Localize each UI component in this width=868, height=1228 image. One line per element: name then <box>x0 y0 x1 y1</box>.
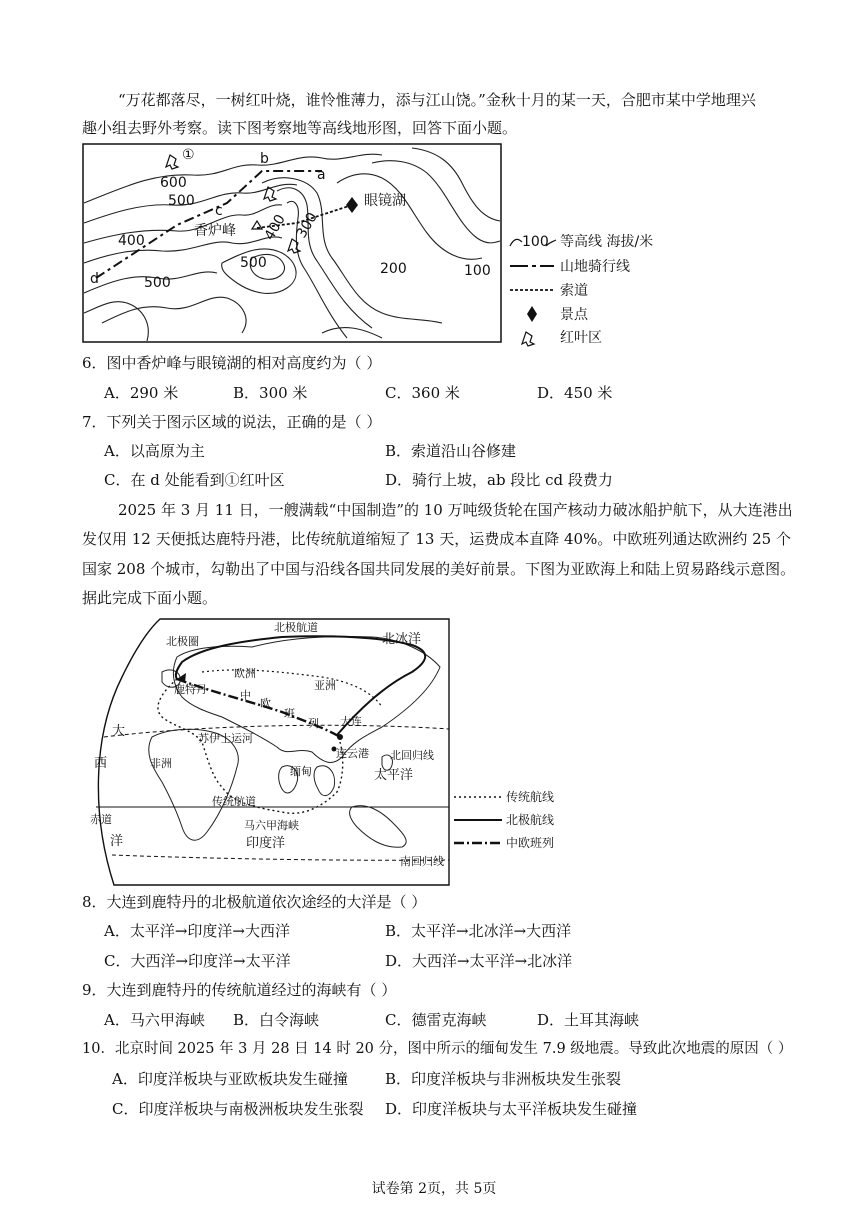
topo-contour-600: 600 <box>160 175 187 191</box>
q6-option-a[interactable]: A．290 米 <box>104 384 179 402</box>
q9-option-a[interactable]: A．马六甲海峡 <box>104 1011 205 1029</box>
trade-route-map <box>82 617 572 891</box>
map-label-ban: 班 <box>284 707 295 720</box>
map-label-north-pole: 北极圈 <box>166 635 199 648</box>
q8-stem: 8．大连到鹿特丹的北极航道依次途经的大洋是（ ） <box>82 893 427 911</box>
topo-contour-100: 100 <box>464 263 491 279</box>
q7-option-a[interactable]: A．以高原为主 <box>104 442 205 460</box>
map-legend-rail: 中欧班列 <box>506 836 555 850</box>
map-label-zhong: 中 <box>240 689 251 702</box>
map-label-myanmar: 缅甸 <box>290 765 312 778</box>
topo-lake-label: 眼镜湖 <box>364 193 406 209</box>
q7-option-c[interactable]: C．在 d 处能看到①红叶区 <box>104 471 285 489</box>
q10-stem: 10．北京时间 2025 年 3 月 28 日 14 时 20 分，图中所示的缅甸发生 7.9 级地震。导致此次地震的原因（ ） <box>82 1041 793 1057</box>
q7-stem: 7．下列关于图示区域的说法，正确的是（ ） <box>82 413 382 431</box>
topo-peak-label: 香炉峰 <box>194 223 236 239</box>
q9-stem: 9．大连到鹿特丹的传统航道经过的海峡有（ ） <box>82 981 397 999</box>
topographic-map <box>82 143 502 347</box>
page-footer: 试卷第 2页，共 5页 <box>371 1181 497 1197</box>
map-label-da: 大 <box>112 724 126 739</box>
q8-option-a[interactable]: A．太平洋→印度洋→大西洋 <box>104 922 290 940</box>
topo-contour-500c: 500 <box>144 275 171 291</box>
map-label-suez: 苏伊士运河 <box>198 732 253 745</box>
q10-option-b[interactable]: B．印度洋板块与非洲板块发生张裂 <box>385 1070 622 1088</box>
q6-option-d[interactable]: D．450 米 <box>537 384 613 402</box>
q10-option-d[interactable]: D．印度洋板块与太平洋板块发生碰撞 <box>385 1100 638 1118</box>
legend-spot-icon <box>527 306 537 322</box>
topo-legend <box>508 228 708 352</box>
topo-contour-500a: 500 <box>168 193 195 209</box>
topo-contour-400b: 400 <box>261 211 289 243</box>
intro1-line2: 趣小组去野外考察。读下图考察地等高线地形图，回答下面小题。 <box>82 119 518 137</box>
topo-label-c: c <box>215 203 223 219</box>
q9-option-d[interactable]: D．土耳其海峡 <box>537 1011 640 1029</box>
q9-option-c[interactable]: C．德雷克海峡 <box>385 1011 487 1029</box>
intro1-line1: “万花都落尽，一树红叶烧，谁怜惟薄力，添与江山饶。”金秋十月的某一天，合肥市某中学地理兴 <box>118 91 756 109</box>
q7-option-d[interactable]: D．骑行上坡，ab 段比 cd 段费力 <box>385 471 613 489</box>
legend-contour-label: 等高线 海拔/米 <box>560 234 654 250</box>
legend-bike-label: 山地骑行线 <box>560 259 630 275</box>
map-label-tropic-n: 北回归线 <box>390 749 434 762</box>
topo-contour-200: 200 <box>380 261 407 277</box>
map-label-lianyungang: 连云港 <box>336 747 369 760</box>
intro2-line3: 国家 208 个城市，勾勒出了中国与沿线各国共同发展的美好前景。下图为亚欧海上和陆上贸易路线示意图。 <box>82 560 796 578</box>
map-label-yang: 洋 <box>110 834 124 849</box>
intro2-line2: 发仅用 12 天便抵达鹿特丹港，比传统航道缩短了 13 天，运费成本直降 40%。中欧班列通达欧洲约 25 个 <box>82 530 791 548</box>
q6-stem: 6．图中香炉峰与眼镜湖的相对高度约为（ ） <box>82 354 382 372</box>
intro2-line4: 据此完成下面小题。 <box>82 589 218 607</box>
q7-option-b[interactable]: B．索道沿山谷修建 <box>385 442 517 460</box>
map-label-dalian: 大连 <box>340 715 362 728</box>
topo-label-d: d <box>90 271 99 287</box>
topo-label-circle1: ① <box>182 147 195 163</box>
topo-label-a: a <box>317 167 326 183</box>
map-label-asia: 亚洲 <box>314 679 336 692</box>
q6-option-b[interactable]: B．300 米 <box>233 384 308 402</box>
topo-contour-400a: 400 <box>118 233 145 249</box>
legend-redleaf-icon <box>522 332 534 346</box>
map-label-malacca: 马六甲海峡 <box>244 819 299 832</box>
map-legend-arctic: 北极航线 <box>506 813 555 827</box>
q8-option-b[interactable]: B．太平洋→北冰洋→大西洋 <box>385 922 572 940</box>
topo-label-b: b <box>260 151 269 167</box>
map-label-xi: 西 <box>94 756 108 771</box>
map-label-arctic-route: 北极航道 <box>274 621 318 634</box>
map-label-europe: 欧洲 <box>234 667 256 680</box>
map-label-trad-route: 传统航道 <box>212 795 256 808</box>
map-label-rotterdam: 鹿特丹 <box>174 683 207 696</box>
topo-contour-300: 300 <box>293 209 321 241</box>
legend-spot-label: 景点 <box>560 307 588 323</box>
q6-option-c[interactable]: C．360 米 <box>385 384 460 402</box>
map-label-lie: 列 <box>308 717 319 730</box>
map-label-indian: 印度洋 <box>246 836 286 851</box>
intro2-line1: 2025 年 3 月 11 日，一艘满载“中国制造”的 10 万吨级货轮在国产核动力破冰船护航下，从大连港出 <box>118 501 793 519</box>
map-legend-trad: 传统航线 <box>506 790 555 804</box>
q10-option-c[interactable]: C．印度洋板块与南极洲板块发生张裂 <box>112 1100 364 1118</box>
map-label-equator: 赤道 <box>90 813 112 826</box>
map-label-pacific: 太平洋 <box>374 768 414 783</box>
map-label-arctic-ocean: 北冰洋 <box>382 632 422 647</box>
map-label-ou: 欧 <box>260 697 271 710</box>
legend-redleaf-label: 红叶区 <box>560 330 602 346</box>
map-label-africa: 非洲 <box>150 757 172 770</box>
q8-option-c[interactable]: C．大西洋→印度洋→太平洋 <box>104 952 291 970</box>
legend-cable-label: 索道 <box>560 283 588 299</box>
map-label-tropic-s: 南回归线 <box>400 855 444 868</box>
legend-contour-value: 100 <box>522 234 549 250</box>
q8-option-d[interactable]: D．大西洋→太平洋→北冰洋 <box>385 952 573 970</box>
q9-option-b[interactable]: B．白令海峡 <box>233 1011 320 1029</box>
topo-contour-500b: 500 <box>240 255 267 271</box>
q10-option-a[interactable]: A．印度洋板块与亚欧板块发生碰撞 <box>112 1070 348 1088</box>
